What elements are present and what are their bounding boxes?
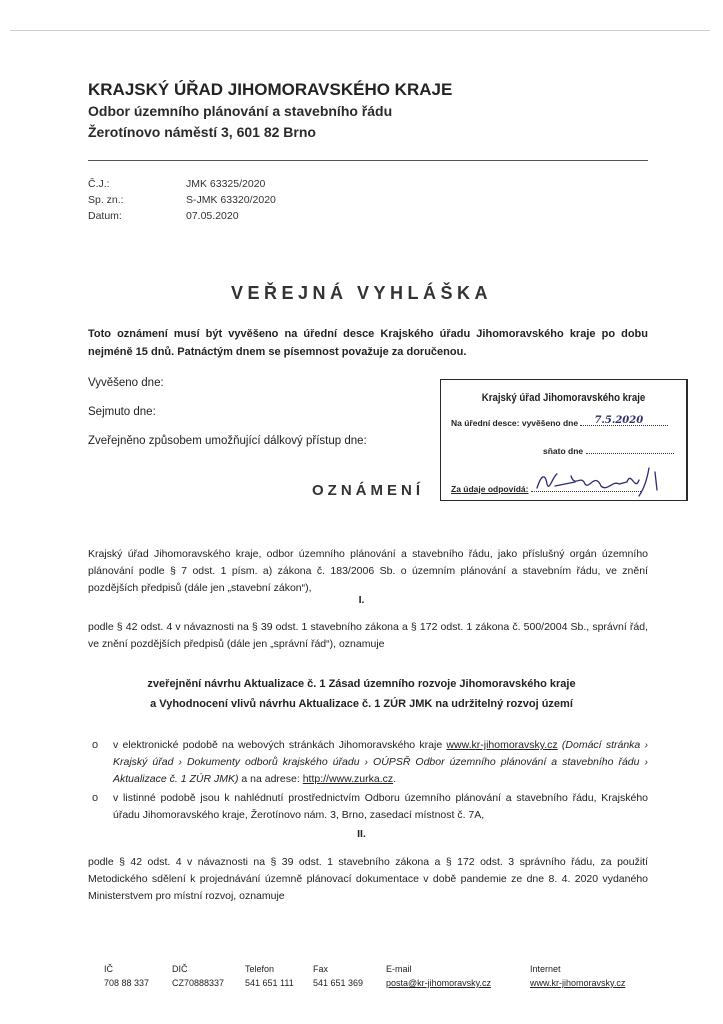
footer-value: 708 88 337 <box>104 978 150 988</box>
posting-notice: Toto oznámení musí být vyvěšeno na úřední desce Krajského úřadu Jihomoravského kraje po dobu nejméně 15 dnů. Patnáctým dnem se písemnost považuje za doručenou. <box>88 328 648 358</box>
stamp-posted-label: Na úřední desce: vyvěšeno dne <box>451 418 579 428</box>
meta-row-file-mark <box>88 194 276 206</box>
handwritten-signature <box>531 462 681 498</box>
website-path: (Domácí stránka › Krajský úřad › Dokumenty odborů krajského úřadu › OÚPSŘ Odbor územního plánování a stavebního řádu › Aktualizace č. 1 ZÚR JMK) <box>113 739 649 785</box>
footer-email <box>386 962 491 990</box>
footer-label: Telefon <box>245 964 275 974</box>
footer-dic <box>172 962 224 990</box>
stamp-removed-label: sňato dne <box>543 446 584 456</box>
intro-paragraph: Krajský úřad Jihomoravského kraje, odbor územního plánování a stavebního řádu, jako příslušný orgán územního plánování podle § 7 odst. 1 písm. a) zákona č. 183/2006 Sb. o územním plánování a stavebním řádu, ve znění pozdějších předpisů (dále jen „stavební zákon“), <box>88 548 648 594</box>
meta-value: S-JMK 63320/2020 <box>186 194 276 206</box>
roman-numeral-ii: II. <box>357 828 366 840</box>
department-name: Odbor územního plánování a stavebního řádu <box>88 103 393 119</box>
meta-row-reference <box>88 178 265 190</box>
bullet-electronic-text-2: a na adrese: <box>241 773 300 785</box>
footer-value: CZ70888337 <box>172 978 225 988</box>
bullet-electronic: v elektronické podobě na webových stránkách Jihomoravského kraje www.kr-jihomoravsky.cz (Domácí stránka › Krajský úřad › Dokumenty odborů krajského úřadu › OÚPSŘ Odbor územního plánování a stavebního řádu › Aktualizace č. 1 ZÚR JMK) a na adrese: http://www.zurka.cz. <box>113 739 649 785</box>
meta-label: Č.J.: <box>88 178 110 190</box>
footer-label: IČ <box>104 964 113 974</box>
footer-value: 541 651 369 <box>313 978 364 988</box>
official-stamp <box>440 379 688 501</box>
bullet-marker: o <box>92 792 99 804</box>
stamp-removed-line <box>543 446 674 456</box>
roman-numeral-i: I. <box>358 594 365 606</box>
field-removed: Sejmuto dne: <box>88 406 156 418</box>
office-name: KRAJSKÝ ÚŘAD JIHOMORAVSKÉHO KRAJE <box>88 80 453 99</box>
office-address: Žerotínovo náměstí 3, 601 82 Brno <box>88 124 316 140</box>
meta-label: Datum: <box>88 210 122 222</box>
bullet-paper: v listinné podobě jsou k nahlédnutí prostřednictvím Odboru územního plánování a stavebního řádu, Krajského úřadu Jihomoravského kraje, Žerotínovo nám. 3, Brno, zasedací místnost č. 7A, <box>113 792 648 821</box>
footer-label: Internet <box>530 964 561 974</box>
field-published: Zveřejněno způsobem umožňující dálkový přístup dne: <box>88 435 367 447</box>
stamp-posted-date: 7.5.2020 <box>594 415 644 426</box>
bullet-marker: o <box>92 739 99 751</box>
stamp-title: Krajský úřad Jihomoravského kraje <box>481 392 646 404</box>
footer-phone <box>245 962 294 990</box>
meta-row-date <box>88 210 239 222</box>
footer-value: 541 651 111 <box>245 978 294 988</box>
stamp-responsible-label: Za údaje odpovídá: <box>451 484 529 494</box>
footer-label: Fax <box>313 964 329 974</box>
meta-value: JMK 63325/2020 <box>186 178 266 190</box>
footer-fax <box>313 962 363 990</box>
field-posted: Vyvěšeno dne: <box>88 377 164 389</box>
section-title: OZNÁMENÍ <box>312 482 424 499</box>
paragraph-ii: podle § 42 odst. 4 v návaznosti na § 39 odst. 1 stavebního zákona a § 172 odst. 3 správního řádu, za použití Metodického sdělení k projednávání územně plánovací dokumentace v době pandemie ze dne 8. 4. 2020 vydaného Ministerstvem pro místní rozvoj, oznamuje <box>88 856 648 902</box>
email-link[interactable]: posta@kr-jihomoravsky.cz <box>386 978 491 988</box>
meta-value: 07.05.2020 <box>186 210 239 222</box>
paragraph-i: podle § 42 odst. 4 v návaznosti na § 39 odst. 1 stavebního zákona a § 172 odst. 1 zákona č. 500/2004 Sb., správní řád, ve znění pozdějších předpisů (dále jen „správní řád“), oznamuje <box>88 621 648 650</box>
footer-internet <box>530 962 625 990</box>
zurka-link[interactable]: http://www.zurka.cz <box>302 773 394 785</box>
meta-label: Sp. zn.: <box>88 194 124 206</box>
internet-link[interactable]: www.kr-jihomoravsky.cz <box>530 978 626 988</box>
announcement-line-1: zveřejnění návrhu Aktualizace č. 1 Zásad územního rozvoje Jihomoravského kraje <box>147 678 576 690</box>
bullet-electronic-text: v elektronické podobě na webových stránkách Jihomoravského kraje <box>113 739 443 751</box>
website-link[interactable]: www.kr-jihomoravsky.cz <box>446 739 558 751</box>
document-title: VEŘEJNÁ VYHLÁŠKA <box>230 283 493 303</box>
stamp-posted-line <box>451 415 668 428</box>
top-scan-border <box>10 30 710 31</box>
footer-label: E-mail <box>386 964 412 974</box>
footer-ic <box>104 962 149 990</box>
footer-label: DIČ <box>172 964 188 974</box>
header-divider <box>88 160 648 161</box>
announcement-line-2: a Vyhodnocení vlivů návrhu Aktualizace č. 1 ZÚR JMK na udržitelný rozvoj území <box>150 698 573 710</box>
